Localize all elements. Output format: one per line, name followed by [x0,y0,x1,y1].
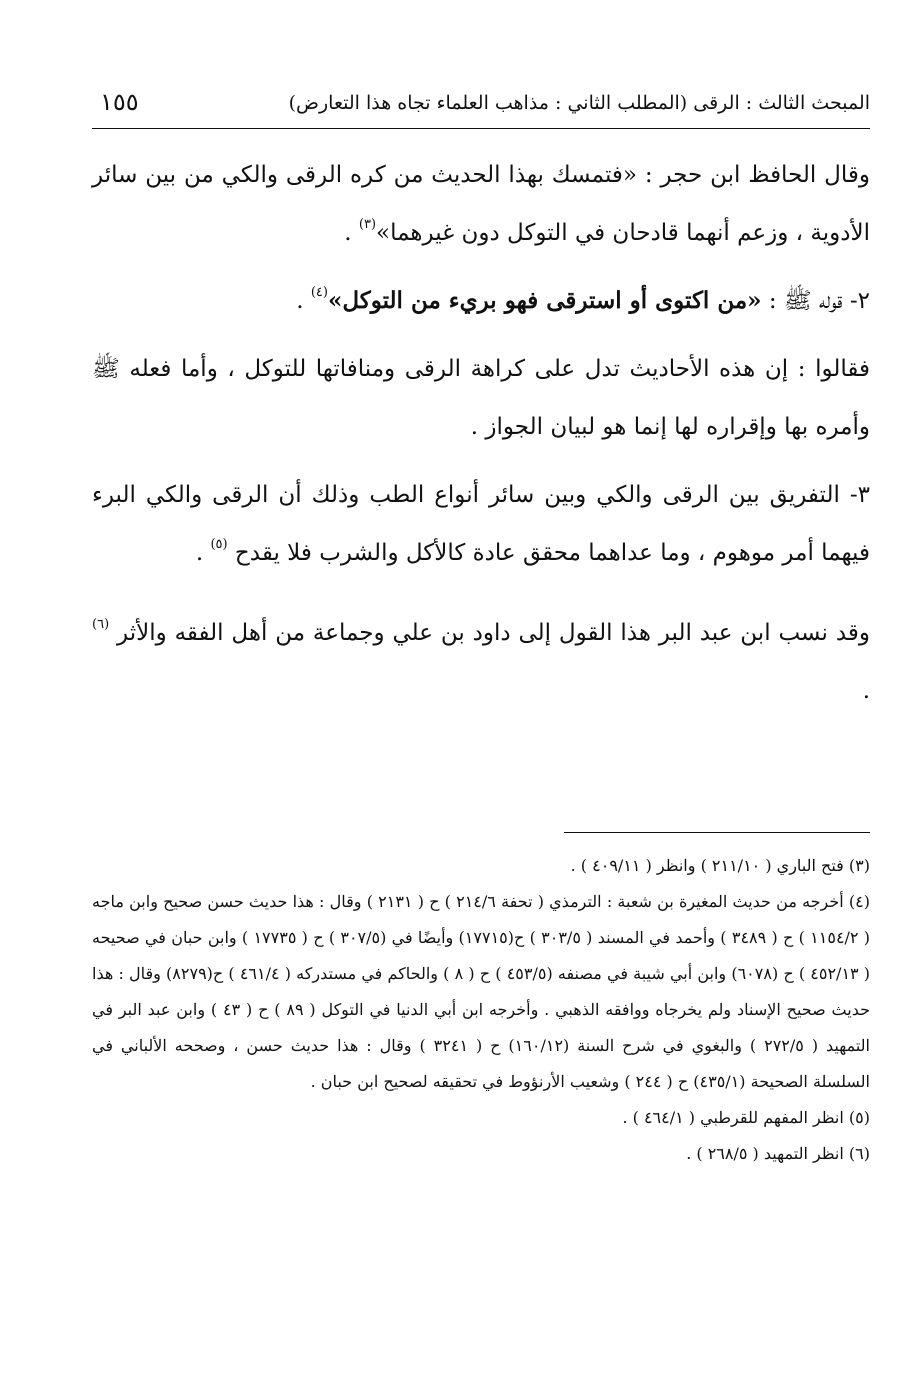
footnote-ref-3: (٣) [358,217,377,232]
paragraph-ibn-hajar-quote [92,146,870,262]
footnote-divider [564,832,870,833]
footnote-3: (٣) فتح الباري ( ٢١١/١٠ ) وانظر ( ٤٠٩/١١ ) . [570,856,870,875]
running-header [92,88,870,129]
paragraph-text: وقد نسب ابن عبد البر هذا القول إلى داود بن علي وجماعة من أهل الفقه والأثر [109,620,870,646]
footnote-ref-5: (٥) [210,537,228,552]
footnote-ref-6: (٦) [92,617,110,632]
paragraph-text: فقالوا : إن هذه الأحاديث تدل على كراهة الرقى ومنافاتها للتوكل ، وأما فعله ﷺ وأمره بها وإقراره لها إنما هو لبيان الجواز . [92,356,870,440]
paragraph-text: وقال الحافظ ابن حجر : «فتمسك بهذا الحديث من كره الرقى والكي من بين سائر الأدوية ، وزعم أنهما قادحان في التوكل دون غيرهما» [92,162,870,246]
paragraph-text: ٣- التفريق بين الرقى والكي وبين سائر أنواع الطب وذلك أن الرقى والكي البرء فيهما أمر موهوم ، وما عداهما محقق عادة كالأكل والشرب فلا يقدح [92,482,870,566]
paragraph-end: . [862,678,870,704]
paragraph-conclusion [92,340,870,456]
footnote-4: (٤) أخرجه من حديث المغيرة بن شعبة : الترمذي ( تحفة ٢١٤/٦ ) ح ( ٢١٣١ ) وقال : هذا حديث حسن صحيح وابن ماجه ( ١١٥٤/٢ ) ح ( ٣٤٨٩ ) وأحمد في المسند ( ٣٠٣/٥ ) ح(١٧٧١٥) وأيضًا في (٣٠٧/٥ ) ح ( ١٧٧٣٥ ) وابن حبان في صحيحه ( ٤٥٢/١٣ ) ح (٦٠٧٨) وابن أبي شيبة في مصنفه (٤٥٣/٥ ) ح ( ٨ ) والحاكم في مستدركه ( ٤٦١/٤ ) ح(٨٢٧٩) وقال : هذا حديث صحيح الإسناد ولم يخرجاه ووافقه الذهبي . وأخرجه ابن أبي الدنيا في التوكل ( ٨٩ ) ح ( ٤٣ ) وابن عبد البر في التمهيد ( ٢٧٢/٥ ) والبغوي في شرح السنة (١٦٠/١٢) ح ( ٣٢٤١ ) وقال : هذا حديث حسن ، وصححه الألباني في السلسلة الصحيحة (٤٣٥/١) ح ( ٢٤٤ ) وشعيب الأرنؤوط في تحقيقه لصحيح ابن حبان . [92,892,871,1091]
paragraph-end: . [344,220,359,246]
paragraph-point-3 [92,466,870,582]
page-number: ١٥٥ [100,88,139,116]
footnote-5: (٥) انظر المفهم للقرطبي ( ٤٦٤/١ ) . [622,1108,870,1127]
paragraph-prefix: ٢- قوله ﷺ : [761,288,870,314]
paragraph-ibn-abd-al-barr [92,604,870,720]
paragraph-end: . [195,540,211,566]
paragraph-end: . [296,288,311,314]
header-title: المبحث الثالث : الرقى (المطلب الثاني : مذاهب العلماء تجاه هذا التعارض) [288,92,870,114]
footnote-6: (٦) انظر التمهيد ( ٢٦٨/٥ ) . [686,1144,870,1163]
footnote-ref-4: (٤) [310,285,328,300]
hadith-quote: «من اكتوى أو استرقى فهو بريء من التوكل» [327,287,762,314]
body-text [92,146,870,720]
footnotes-section [92,848,870,1172]
paragraph-hadith-2 [92,272,870,330]
